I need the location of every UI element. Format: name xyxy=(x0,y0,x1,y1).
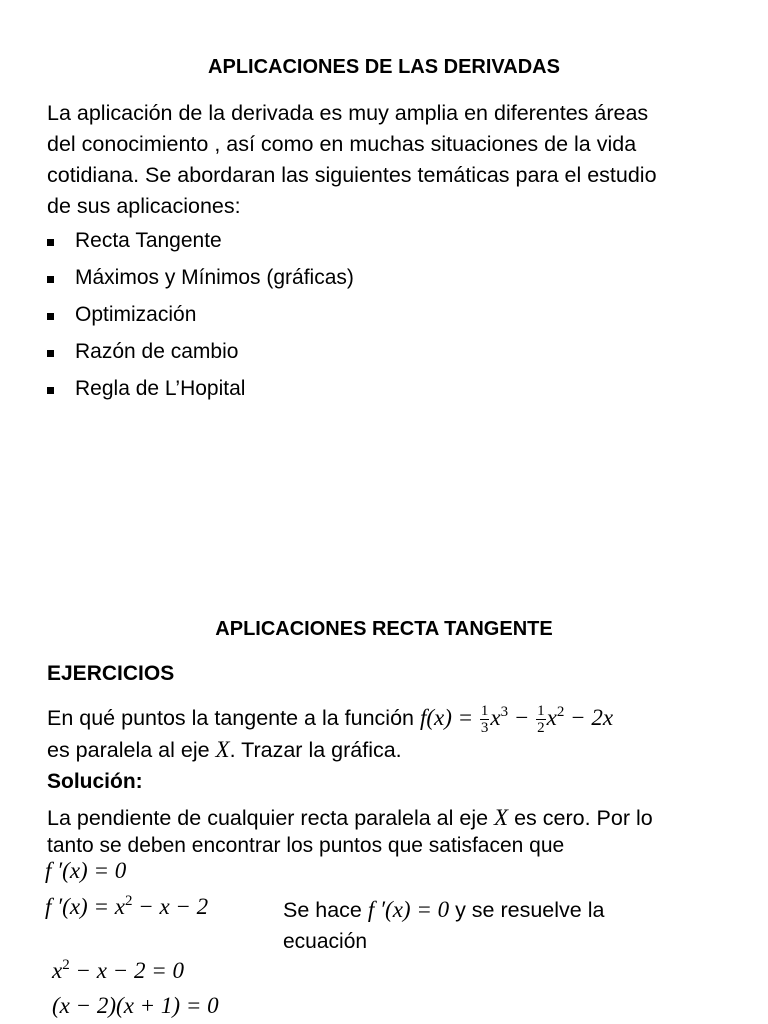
section-title-derivadas: APLICACIONES DE LAS DERIVADAS xyxy=(208,56,560,78)
equation-part: − x − 2 = 0 xyxy=(69,958,184,983)
note-text: Se hace xyxy=(283,898,368,922)
equation-quadratic xyxy=(52,958,184,984)
paragraph-line: cotidiana. Se abordaran las siguientes temáticas para el estudio xyxy=(47,163,657,187)
equation-part: f ′(x) = x xyxy=(45,894,125,919)
fraction-denominator: 2 xyxy=(537,720,545,737)
operator: − xyxy=(508,705,536,730)
bullet-marker xyxy=(47,387,54,394)
exponent: 2 xyxy=(556,704,565,720)
variable: x xyxy=(490,705,501,730)
fraction-one-third xyxy=(480,703,490,736)
list-item: Máximos y Mínimos (gráficas) xyxy=(75,266,354,289)
solution-note xyxy=(283,894,604,926)
exercise-statement-line2 xyxy=(47,734,402,766)
list-item: Optimización xyxy=(75,303,197,326)
bullet-marker xyxy=(47,239,54,246)
bullet-marker xyxy=(47,276,54,283)
paragraph-line: del conocimiento , así como en muchas situaciones de la vida xyxy=(47,132,637,156)
section-title-recta-tangente: APLICACIONES RECTA TANGENTE xyxy=(215,618,553,640)
equation-factored: (x − 2)(x + 1) = 0 xyxy=(52,993,219,1018)
note-text: y se resuelve la xyxy=(449,898,605,922)
bullet-marker xyxy=(47,313,54,320)
function-lhs: f(x) = xyxy=(419,705,479,730)
equation-part: − x − 2 xyxy=(132,894,209,919)
paragraph-line: de sus aplicaciones: xyxy=(47,194,241,218)
solution-note-line2: ecuación xyxy=(283,930,368,953)
exercise-text: . Trazar la gráfica. xyxy=(229,738,402,762)
equation-part: x xyxy=(52,958,63,983)
exercises-heading: EJERCICIOS xyxy=(47,662,175,685)
fraction-numerator: 1 xyxy=(537,703,545,720)
function-tail: − 2x xyxy=(564,705,614,730)
intro-paragraph xyxy=(47,98,657,222)
exponent: 2 xyxy=(124,893,133,909)
note-math: f ′(x) = 0 xyxy=(367,897,450,922)
list-item: Recta Tangente xyxy=(75,229,222,252)
equation-derivative xyxy=(45,894,208,920)
fraction-one-half xyxy=(536,703,546,736)
fraction-numerator: 1 xyxy=(480,703,489,720)
exponent: 3 xyxy=(500,704,509,720)
solution-label: Solución: xyxy=(47,770,143,793)
function-expression xyxy=(419,703,614,737)
bullet-marker xyxy=(47,350,54,357)
list-item: Regla de L’Hopital xyxy=(75,377,246,400)
equation-derivative-zero: f ′(x) = 0 xyxy=(45,858,127,883)
exercise-text: es paralela al eje xyxy=(47,738,216,762)
solution-line2: tanto se deben encontrar los puntos que satisfacen que xyxy=(47,834,565,857)
list-item: Razón de cambio xyxy=(75,340,239,363)
fraction-denominator: 3 xyxy=(480,720,489,737)
exercise-text: En qué puntos la tangente a la función xyxy=(47,706,420,730)
paragraph-line: La aplicación de la derivada es muy amplia en diferentes áreas xyxy=(47,101,649,125)
variable: x xyxy=(546,705,557,730)
axis-symbol: X xyxy=(494,805,509,830)
exponent: 2 xyxy=(62,957,70,973)
axis-symbol: X xyxy=(215,737,230,762)
exercise-statement-line1 xyxy=(47,702,613,736)
solution-text: La pendiente de cualquier recta paralela al eje xyxy=(47,806,495,830)
solution-text: es cero. Por lo xyxy=(508,806,653,830)
